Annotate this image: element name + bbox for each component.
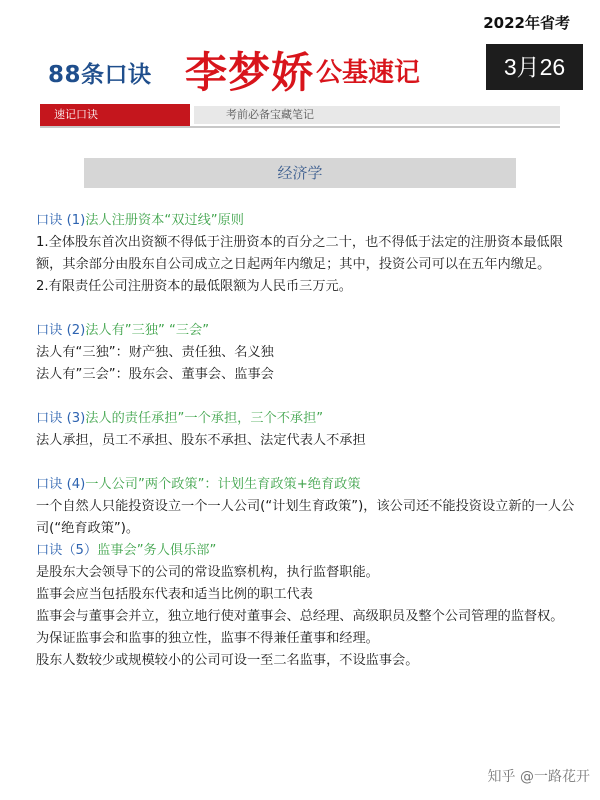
banner-divider <box>40 126 560 128</box>
date-badge: 3月26 <box>486 44 583 90</box>
tip-label: 口诀 (1) <box>36 213 86 228</box>
banner-label-right: 考前必备宝藏笔记 <box>194 106 560 124</box>
tip-line: 法人承担，员工不承担、股东不承担、法定代表人不承担 <box>36 433 366 448</box>
tip-title: 法人的责任承担”一个承担，三个不承担” <box>85 411 324 426</box>
header <box>0 38 600 96</box>
tip-line: 法人有”三会”：股东会、董事会、监事会 <box>36 367 274 382</box>
tip-line: 是股东大会领导下的公司的常设监察机构，执行监督职能。 <box>36 565 379 580</box>
tip-line: 监事会应当包括股东代表和适当比例的职工代表 <box>36 587 313 602</box>
tip-title: 一人公司”两个政策”：计划生育政策+绝育政策 <box>85 477 361 492</box>
count-tag: 88条口诀 <box>48 62 152 88</box>
tip-label: 口诀（5） <box>36 543 98 558</box>
tip-title: 法人有”三独” “三会” <box>85 323 210 338</box>
banner-label-left: 速记口诀 <box>40 104 190 126</box>
tip-title: 监事会”务人俱乐部” <box>97 543 217 558</box>
tip-line: 1.全体股东首次出资额不得低于注册资本的百分之二十，也不得低于法定的注册资本最低限额，其余部分由股东自公司成立之日起两年内缴足；其中，投资公司可以在五年内缴足。 <box>36 235 563 272</box>
tip-heading <box>36 540 576 562</box>
year-tag: 2022年省考 <box>483 14 570 32</box>
tip-title: 法人注册资本“双过线”原则 <box>85 213 244 228</box>
tip-line: 2.有限责任公司注册资本的最低限额为人民币三万元。 <box>36 279 352 294</box>
tip-heading <box>36 210 576 232</box>
tip-line: 股东人数较少或规模较小的公司可设一至二名监事，不设监事会。 <box>36 653 419 668</box>
section-title: 经济学 <box>84 158 516 188</box>
tip-heading <box>36 474 576 496</box>
tip-label: 口诀 (4) <box>36 477 86 492</box>
tip-heading <box>36 408 576 430</box>
tip-label: 口诀 (2) <box>36 323 86 338</box>
content <box>36 210 576 672</box>
tip-label: 口诀 (3) <box>36 411 86 426</box>
banner <box>40 104 560 126</box>
watermark: 知乎 @一路花开 <box>487 769 590 785</box>
tip-line: 监事会与董事会并立，独立地行使对董事会、总经理、高级职员及整个公司管理的监督权。为保证监事会和监事的独立性，监事不得兼任董事和经理。 <box>36 609 564 646</box>
brand-title: 公基速记 <box>316 58 421 88</box>
name-title: 李梦娇 <box>185 48 315 97</box>
tip-heading <box>36 320 576 342</box>
tip-line: 法人有“三独”：财产独、责任独、名义独 <box>36 345 274 360</box>
tip-line: 一个自然人只能投资设立一个一人公司(“计划生育政策”)，该公司还不能投资设立新的一人公司(“绝育政策”)。 <box>36 499 575 536</box>
